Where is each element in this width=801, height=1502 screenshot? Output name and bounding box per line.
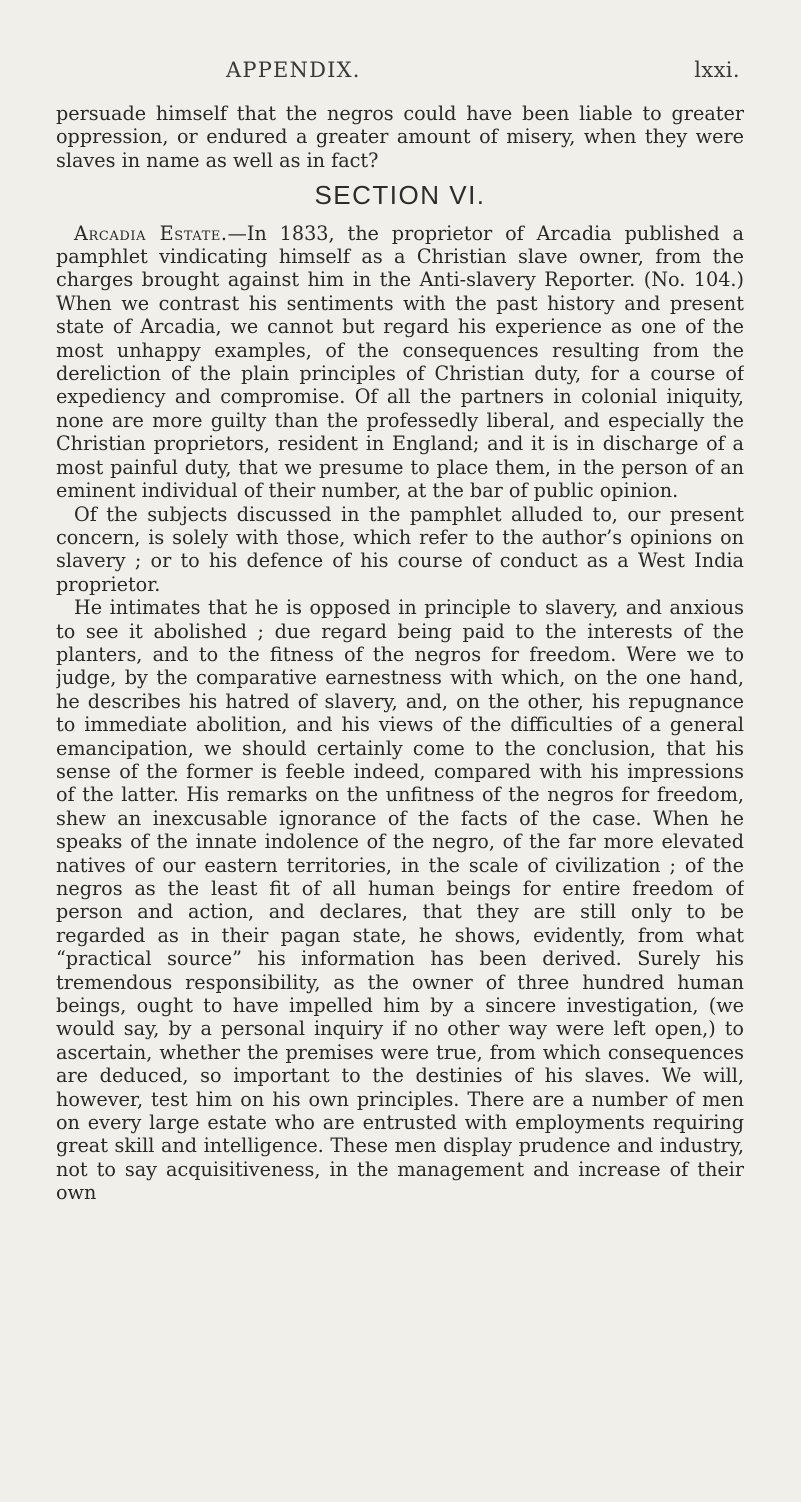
page-number: lxxi. (694, 58, 740, 82)
body-text (56, 102, 744, 1205)
section-heading: SECTION VI. (314, 180, 486, 211)
paragraph-opinions-on-slavery: He intimates that he is opposed in principle to slavery, and anxious to see it abolished ; due regard being paid to the interests of the planters, and to the fitness of the negros for freedom. Were we to judge, by the comparative earnestness with which, on the one hand, he describes his hatred of slavery, and, on the other, his repugnance to immediate abolition, and his views of the difficulties of a general emancipation, we should certainly come to the conclusion, that his sense of the former is feeble indeed, compared with his impressions of the latter. His remarks on the unfitness of the negros for freedom, shew an inexcusable ignorance of the facts of the case. When he speaks of the innate indolence of the negro, of the far more elevated natives of our eastern territories, in the scale of civilization ; of the negros as the least fit of all human beings for entire freedom of person and action, and declares, that they are still only to be regarded as in their pagan state, he shows, evidently, from what “practical source” his information has been derived. Surely his tremendous responsibility, as the owner of three hundred human beings, ought to have impelled him by a sincere investigation, (we would say, by a personal inquiry if no other way were left open,) to ascertain, whether the premises were true, from which consequences are deduced, so important to the destinies of his slaves. We will, however, test him on his own principles. There are a number of men on every large estate who are entrusted with employments requiring great skill and intelligence. These men display prudence and industry, not to say acquisitiveness, in the management and increase of their own (56, 596, 744, 1205)
paragraph-pamphlet-subjects: Of the subjects discussed in the pamphlet alluded to, our present concern, is solely with those, which refer to the author’s opinions on slavery ; or to his defence of his course of conduct as a West India proprietor. (56, 502, 744, 596)
document-page (56, 58, 744, 1478)
running-head-title: APPENDIX. (226, 58, 361, 82)
paragraph-arcadia-estate (56, 222, 744, 503)
paragraph-body: —In 1833, the proprietor of Arcadia published a pamphlet vindicating himself as a Christian slave owner, from the charges brought against him in the Anti-slavery Reporter. (No. 104.) When we contrast his sentiments with the past history and present state of Arcadia, we cannot but regard his experience as one of the most unhappy examples, of the consequences resulting from the dereliction of the plain principles of Christian duty, for a course of expediency and compromise. Of all the partners in colonial iniquity, none are more guilty than the professedly liberal, and especially the Christian proprietors, resident in England; and it is in discharge of a most painful duty, that we presume to place them, in the person of an eminent individual of their number, at the bar of public opinion. (56, 221, 744, 503)
paragraph-lead-in: Arcadia Estate. (74, 221, 228, 245)
opening-paragraph: persuade himself that the negros could have been liable to greater oppression, or endured a greater amount of misery, when they were slaves in name as well as in fact? (56, 102, 744, 172)
running-head (56, 58, 744, 102)
